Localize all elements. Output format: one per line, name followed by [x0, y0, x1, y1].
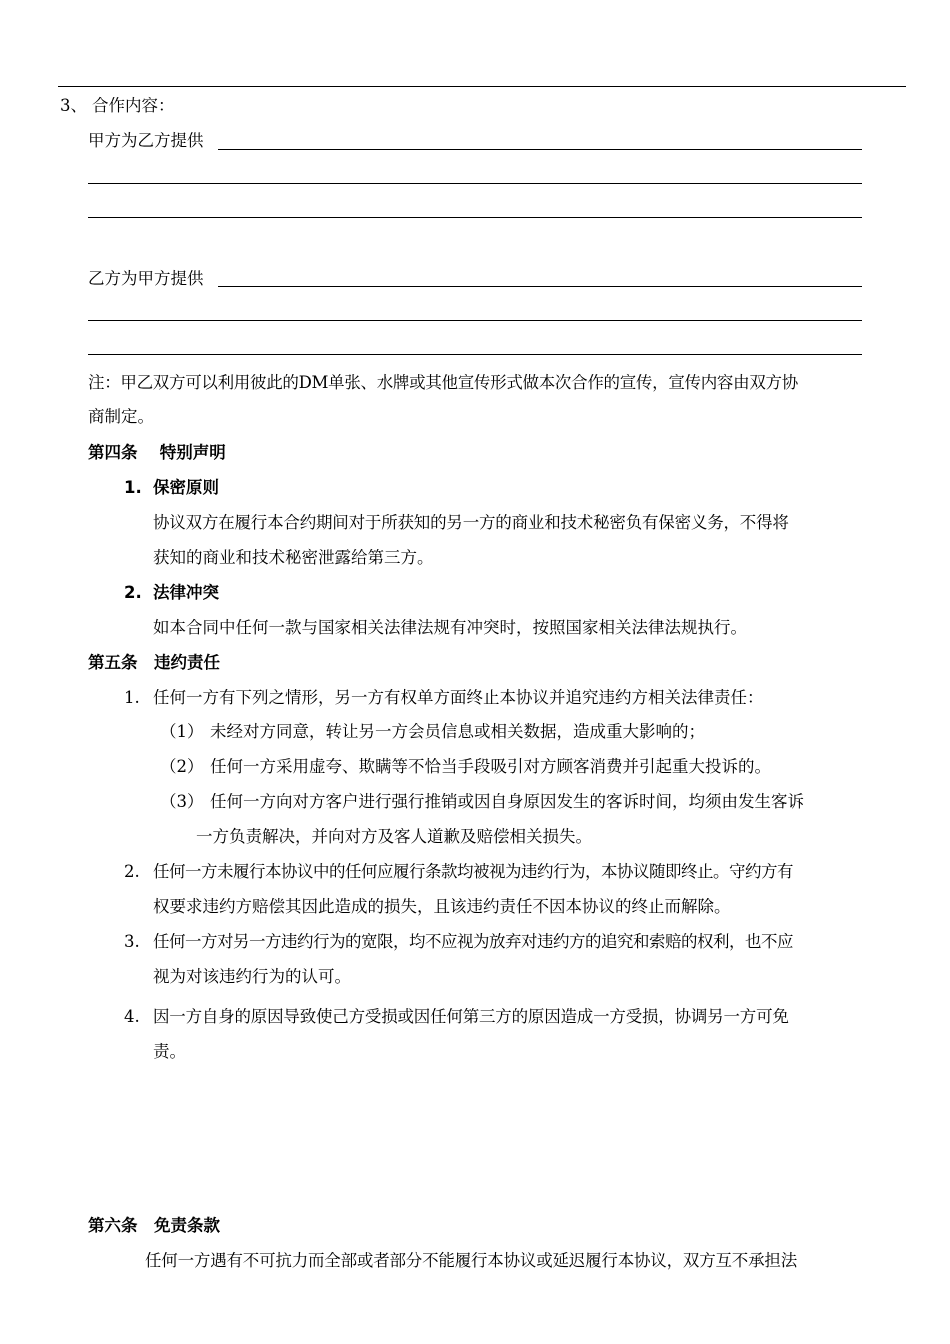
article5-sub3-line2: 一方负责解决，并向对方及客人道歉及赔偿相关损失。: [196, 827, 592, 846]
note-line-1: 注：甲乙双方可以利用彼此的DM单张、水牌或其他宣传形式做本次合作的宣传，宣传内容由双方协: [88, 373, 798, 392]
article5-item3-line1: 任何一方对另一方违约行为的宽限，均不应视为放弃对违约方的追究和索赔的权利，也不应: [153, 932, 793, 951]
article4-item1-line1: 协议双方在履行本合约期间对于所获知的另一方的商业和技术秘密负有保密义务，不得将: [153, 513, 789, 532]
party-a-fill-line-3[interactable]: [88, 217, 862, 218]
party-b-fill-line-3[interactable]: [88, 354, 862, 355]
article4-item1-title: 保密原则: [153, 478, 219, 497]
article5-item3-line2: 视为对该违约行为的认可。: [153, 967, 351, 986]
party-a-fill-line-1[interactable]: [218, 149, 862, 150]
section3-number: 3、: [60, 96, 87, 115]
article6-title: 第六条 免责条款: [88, 1216, 220, 1235]
section3-title: 合作内容：: [92, 96, 175, 115]
article5-sub1-num: （1）: [160, 722, 204, 741]
article5-sub3-num: （3）: [160, 792, 204, 811]
article5-item3-num: 3.: [124, 932, 140, 951]
article5-item1-line1: 任何一方有下列之情形，另一方有权单方面终止本协议并追究违约方相关法律责任：: [153, 688, 764, 707]
header-rule: [58, 86, 906, 87]
article5-sub2-num: （2）: [160, 757, 204, 776]
article4-item1-num: 1.: [124, 478, 142, 497]
article5-item2-line1: 任何一方未履行本协议中的任何应履行条款均被视为违约行为，本协议随即终止。守约方有: [153, 862, 793, 881]
note-line-2: 商制定。: [88, 407, 154, 426]
article5-sub3-line1: 任何一方向对方客户进行强行推销或因自身原因发生的客诉时间，均须由发生客诉: [210, 792, 804, 811]
article5-sub1-line1: 未经对方同意，转让另一方会员信息或相关数据，造成重大影响的；: [210, 722, 705, 741]
article4-item1-line2: 获知的商业和技术秘密泄露给第三方。: [153, 548, 434, 567]
party-a-label: 甲方为乙方提供: [88, 131, 204, 150]
party-a-fill-line-2[interactable]: [88, 183, 862, 184]
article6-line1: 任何一方遇有不可抗力而全部或者部分不能履行本协议或延迟履行本协议，双方互不承担法: [145, 1251, 798, 1270]
article5-item4-line2: 责。: [153, 1042, 186, 1061]
party-b-fill-line-2[interactable]: [88, 320, 862, 321]
article5-item1-num: 1.: [124, 688, 140, 707]
party-b-fill-line-1[interactable]: [218, 286, 862, 287]
article4-item2-num: 2.: [124, 583, 142, 602]
article4-title: 第四条 特别声明: [88, 443, 226, 462]
article5-item4-num: 4.: [124, 1007, 140, 1026]
article5-sub2-line1: 任何一方采用虚夸、欺瞒等不恰当手段吸引对方顾客消费并引起重大投诉的。: [210, 757, 771, 776]
article5-item4-line1: 因一方自身的原因导致使己方受损或因任何第三方的原因造成一方受损，协调另一方可免: [153, 1007, 789, 1026]
article4-item2-line1: 如本合同中任何一款与国家相关法律法规有冲突时，按照国家相关法律法规执行。: [153, 618, 747, 637]
article5-title: 第五条 违约责任: [88, 653, 220, 672]
article5-item2-line2: 权要求违约方赔偿其因此造成的损失，且该违约责任不因本协议的终止而解除。: [153, 897, 731, 916]
article4-item2-title: 法律冲突: [153, 583, 219, 602]
party-b-label: 乙方为甲方提供: [88, 269, 204, 288]
article5-item2-num: 2.: [124, 862, 140, 881]
